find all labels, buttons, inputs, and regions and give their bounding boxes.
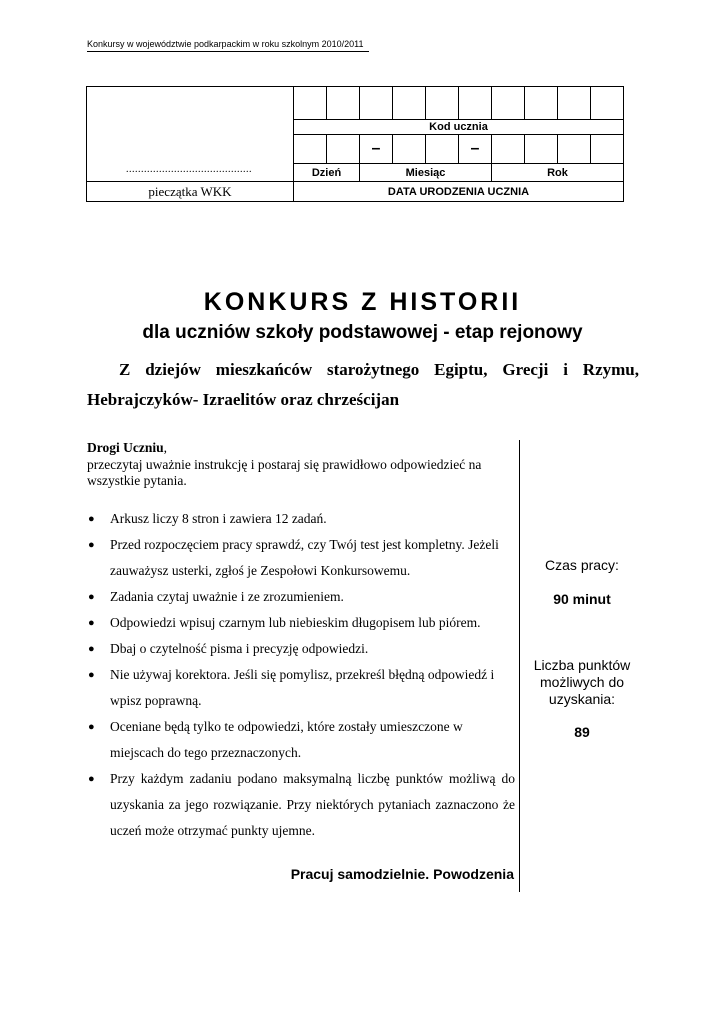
rule-item xyxy=(87,662,515,714)
birth-month-cell[interactable] xyxy=(393,135,426,164)
header-note: Konkursy w województwie podkarpackim w roku szkolnym 2010/2011 xyxy=(87,39,369,52)
year-label: Rok xyxy=(492,164,624,182)
points-label: Liczba punktów możliwych do uzyskania: xyxy=(533,657,631,707)
birth-day-cell[interactable] xyxy=(294,135,327,164)
code-digit-cell[interactable] xyxy=(492,87,525,120)
rule-text: Oceniane będą tylko te odpowiedzi, które zostały umieszczone w miejscach do tego przeznaczonych. xyxy=(110,719,463,760)
date-separator: – xyxy=(459,135,492,164)
points-value: 89 xyxy=(574,724,590,740)
rule-text: Zadania czytaj uważnie i ze zrozumieniem. xyxy=(110,589,344,604)
intro-text: przeczytaj uważnie instrukcję i postaraj się prawidłowo odpowiedzieć na wszystkie pytania. xyxy=(87,457,482,488)
code-digit-cell[interactable] xyxy=(591,87,624,120)
rules-list xyxy=(87,506,515,844)
greeting-comma: , xyxy=(163,440,167,455)
page-subtitle: dla uczniów szkoły podstawowej - etap rejonowy xyxy=(142,322,583,343)
code-digit-cell[interactable] xyxy=(327,87,360,120)
rule-text: Dbaj o czytelność pisma i precyzję odpowiedzi. xyxy=(110,641,369,656)
greeting-name: Drogi Uczniu xyxy=(87,440,164,455)
birthdate-label: DATA URODZENIA UCZNIA xyxy=(294,182,624,202)
rule-text: Przed rozpoczęciem pracy sprawdź, czy Twój test jest kompletny. Jeżeli zauważysz usterki, zgłoś je Zespołowi Konkursowemu. xyxy=(110,537,499,578)
bullet-icon: ● xyxy=(88,773,95,785)
rule-item xyxy=(87,636,515,662)
rule-text: Nie używaj korektora. Jeśli się pomylisz, przekreśl błędną odpowiedź i wpisz poprawną. xyxy=(110,667,495,708)
bullet-icon: ● xyxy=(88,617,95,629)
topic-line-2: Hebrajczyków- Izraelitów oraz chrześcijan xyxy=(87,390,400,409)
topic-heading xyxy=(87,355,639,415)
rule-item xyxy=(87,610,515,636)
rule-text: Przy każdym zadaniu podano maksymalną liczbę punktów możliwą do uzyskania za jego rozwiązanie. Przy niektórych pytaniach zaznaczono że uczeń może otrzymać punkty ujemne. xyxy=(110,771,515,838)
page-title: KONKURS Z HISTORII xyxy=(203,288,522,316)
code-digit-cell[interactable] xyxy=(525,87,558,120)
date-separator: – xyxy=(360,135,393,164)
time-label: Czas pracy: xyxy=(545,557,619,573)
rule-item xyxy=(87,714,515,766)
code-digit-cell[interactable] xyxy=(360,87,393,120)
stamp-label: pieczątka WKK xyxy=(87,182,294,202)
birth-day-cell[interactable] xyxy=(327,135,360,164)
rule-text: Odpowiedzi wpisuj czarnym lub niebieskim długopisem lub piórem. xyxy=(110,615,481,630)
closing-text: Pracuj samodzielnie. Powodzenia xyxy=(290,866,514,882)
code-digit-cell[interactable] xyxy=(558,87,591,120)
code-digit-cell[interactable] xyxy=(393,87,426,120)
stamp-box xyxy=(86,86,624,202)
bullet-icon: ● xyxy=(88,513,95,525)
rule-item xyxy=(87,766,515,844)
bullet-icon: ● xyxy=(88,643,95,655)
code-digit-cell[interactable] xyxy=(459,87,492,120)
day-label: Dzień xyxy=(294,164,360,182)
topic-line-1: Z dziejów mieszkańców starożytnego Egiptu, Grecji i Rzymu, xyxy=(119,360,639,379)
bullet-icon: ● xyxy=(88,669,95,681)
code-digit-cell[interactable] xyxy=(294,87,327,120)
student-code-label: Kod ucznia xyxy=(294,120,624,135)
code-digit-cell[interactable] xyxy=(426,87,459,120)
bullet-icon: ● xyxy=(88,539,95,551)
bullet-icon: ● xyxy=(88,591,95,603)
birth-year-cell[interactable] xyxy=(492,135,525,164)
rule-item xyxy=(87,506,515,532)
month-label: Miesiąc xyxy=(360,164,492,182)
birth-year-cell[interactable] xyxy=(558,135,591,164)
instructions-panel xyxy=(87,440,520,892)
rule-item xyxy=(87,532,515,584)
greeting xyxy=(87,440,167,456)
time-value: 90 minut xyxy=(553,591,611,607)
birth-year-cell[interactable] xyxy=(525,135,558,164)
rule-item xyxy=(87,584,515,610)
rule-text: Arkusz liczy 8 stron i zawiera 12 zadań. xyxy=(110,511,327,526)
signature-dots: .......................................... xyxy=(126,164,252,175)
birth-month-cell[interactable] xyxy=(426,135,459,164)
birth-year-cell[interactable] xyxy=(591,135,624,164)
stamp-area xyxy=(87,87,294,182)
bullet-icon: ● xyxy=(88,721,95,733)
